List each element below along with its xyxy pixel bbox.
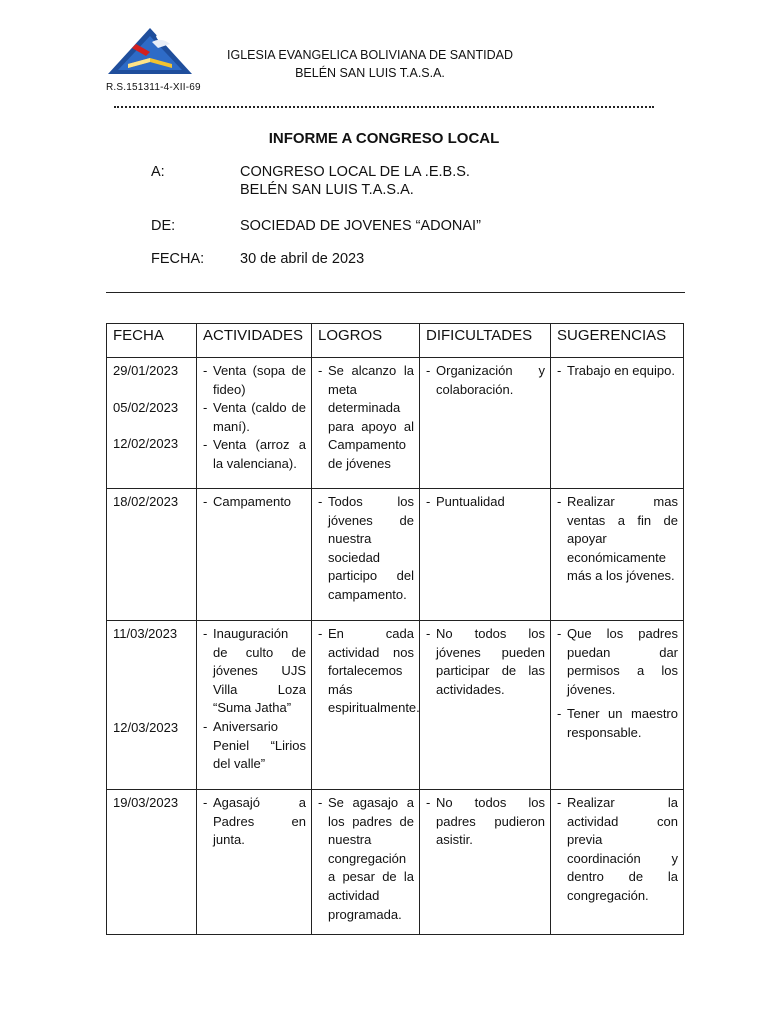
difficulty-item: - No todos los padres pudieron asistir.: [426, 794, 545, 850]
row-date: 05/02/2023: [113, 399, 179, 415]
field-to-value: [240, 163, 470, 199]
suggestion-item: - Trabajo en equipo.: [557, 362, 678, 381]
table-row: [107, 489, 684, 621]
organization-name: [200, 46, 540, 82]
difficulty-item: - Organización y colaboración.: [426, 362, 545, 399]
document-title: INFORME A CONGRESO LOCAL: [268, 130, 500, 147]
cell-fecha: [107, 489, 197, 621]
cell-sugerencias: [551, 790, 684, 935]
field-date-value: 30 de abril de 2023: [240, 251, 365, 267]
row-date: 12/02/2023: [113, 436, 179, 452]
field-date-label: FECHA:: [151, 251, 205, 267]
cell-dificultades: [420, 621, 551, 790]
activity-item: - Inauguración de culto de jóvenes UJS Villa Loza “Suma Jatha”: [203, 625, 306, 718]
cell-sugerencias: [551, 358, 684, 489]
achievement-item: - Todos los jóvenes de nuestra sociedad participo del campamento.: [318, 493, 414, 605]
row-date: 29/01/2023: [113, 363, 179, 378]
cell-sugerencias: [551, 621, 684, 790]
table-row: [107, 358, 684, 489]
cell-sugerencias: [551, 489, 684, 621]
achievement-item: - En cada actividad nos fortalecemos más espiritualmente.: [318, 625, 414, 718]
row-date: 18/02/2023: [113, 494, 179, 509]
field-from-label: DE:: [151, 218, 176, 234]
table-header-row: [107, 324, 684, 358]
header-actividades: ACTIVIDADES: [197, 324, 312, 358]
achievement-item: - Se alcanzo la meta determinada para apoyo al Campamento de jóvenes: [318, 362, 414, 474]
field-to-value-line1: CONGRESO LOCAL DE LA .E.B.S.: [240, 164, 470, 180]
row-date: 11/03/2023: [113, 626, 178, 641]
church-logo-icon: [106, 26, 194, 78]
row-date: 12/03/2023: [113, 719, 179, 735]
dotted-divider: [114, 106, 654, 108]
registration-code: R.S.151311-4-XII-69: [106, 82, 201, 93]
field-to-value-line2: BELÉN SAN LUIS T.A.S.A.: [240, 182, 414, 198]
field-to-label: A:: [151, 164, 165, 180]
activity-item: - Venta (caldo de maní).: [203, 399, 306, 436]
difficulty-item: - Puntualidad: [426, 493, 545, 512]
cell-logros: [312, 358, 420, 489]
field-from-value: SOCIEDAD DE JOVENES “ADONAI”: [240, 218, 481, 234]
solid-divider: [106, 292, 685, 293]
cell-fecha: [107, 790, 197, 935]
table-row: [107, 790, 684, 935]
header-fecha: FECHA: [107, 324, 197, 358]
org-name-line1: IGLESIA EVANGELICA BOLIVIANA DE SANTIDAD: [227, 48, 513, 62]
achievement-item: - Se agasajo a los padres de nuestra congregación a pesar de la actividad programada.: [318, 794, 414, 924]
row-date: 19/03/2023: [113, 795, 179, 810]
org-name-line2: BELÉN SAN LUIS T.A.S.A.: [295, 66, 445, 80]
report-table: [106, 323, 684, 935]
cell-actividades: [197, 621, 312, 790]
cell-fecha: [107, 358, 197, 489]
header-dificultades: DIFICULTADES: [420, 324, 551, 358]
suggestion-item: - Realizar la actividad con previa coordinación y dentro de la congregación.: [557, 794, 678, 906]
cell-actividades: [197, 358, 312, 489]
cell-dificultades: [420, 489, 551, 621]
cell-dificultades: [420, 790, 551, 935]
suggestion-item: - Realizar mas ventas a fin de apoyar económicamente más a los jóvenes.: [557, 493, 678, 586]
cell-actividades: [197, 489, 312, 621]
difficulty-item: - No todos los jóvenes pueden participar de las actividades.: [426, 625, 545, 699]
cell-logros: [312, 621, 420, 790]
cell-fecha: [107, 621, 197, 790]
suggestion-item: - Tener un maestro responsable.: [557, 705, 678, 742]
header-sugerencias: SUGERENCIAS: [551, 324, 684, 358]
cell-logros: [312, 790, 420, 935]
cell-dificultades: [420, 358, 551, 489]
activity-item: - Aniversario Peniel “Lirios del valle”: [203, 718, 306, 774]
activity-item: - Venta (sopa de fideo): [203, 362, 306, 399]
cell-actividades: [197, 790, 312, 935]
activity-item: - Agasajó a Padres en junta.: [203, 794, 306, 850]
header-logros: LOGROS: [312, 324, 420, 358]
suggestion-item: - Que los padres puedan dar permisos a los jóvenes.: [557, 625, 678, 699]
table-row: [107, 621, 684, 790]
activity-item: - Campamento: [203, 493, 306, 512]
cell-logros: [312, 489, 420, 621]
activity-item: - Venta (arroz a la valenciana).: [203, 436, 306, 473]
